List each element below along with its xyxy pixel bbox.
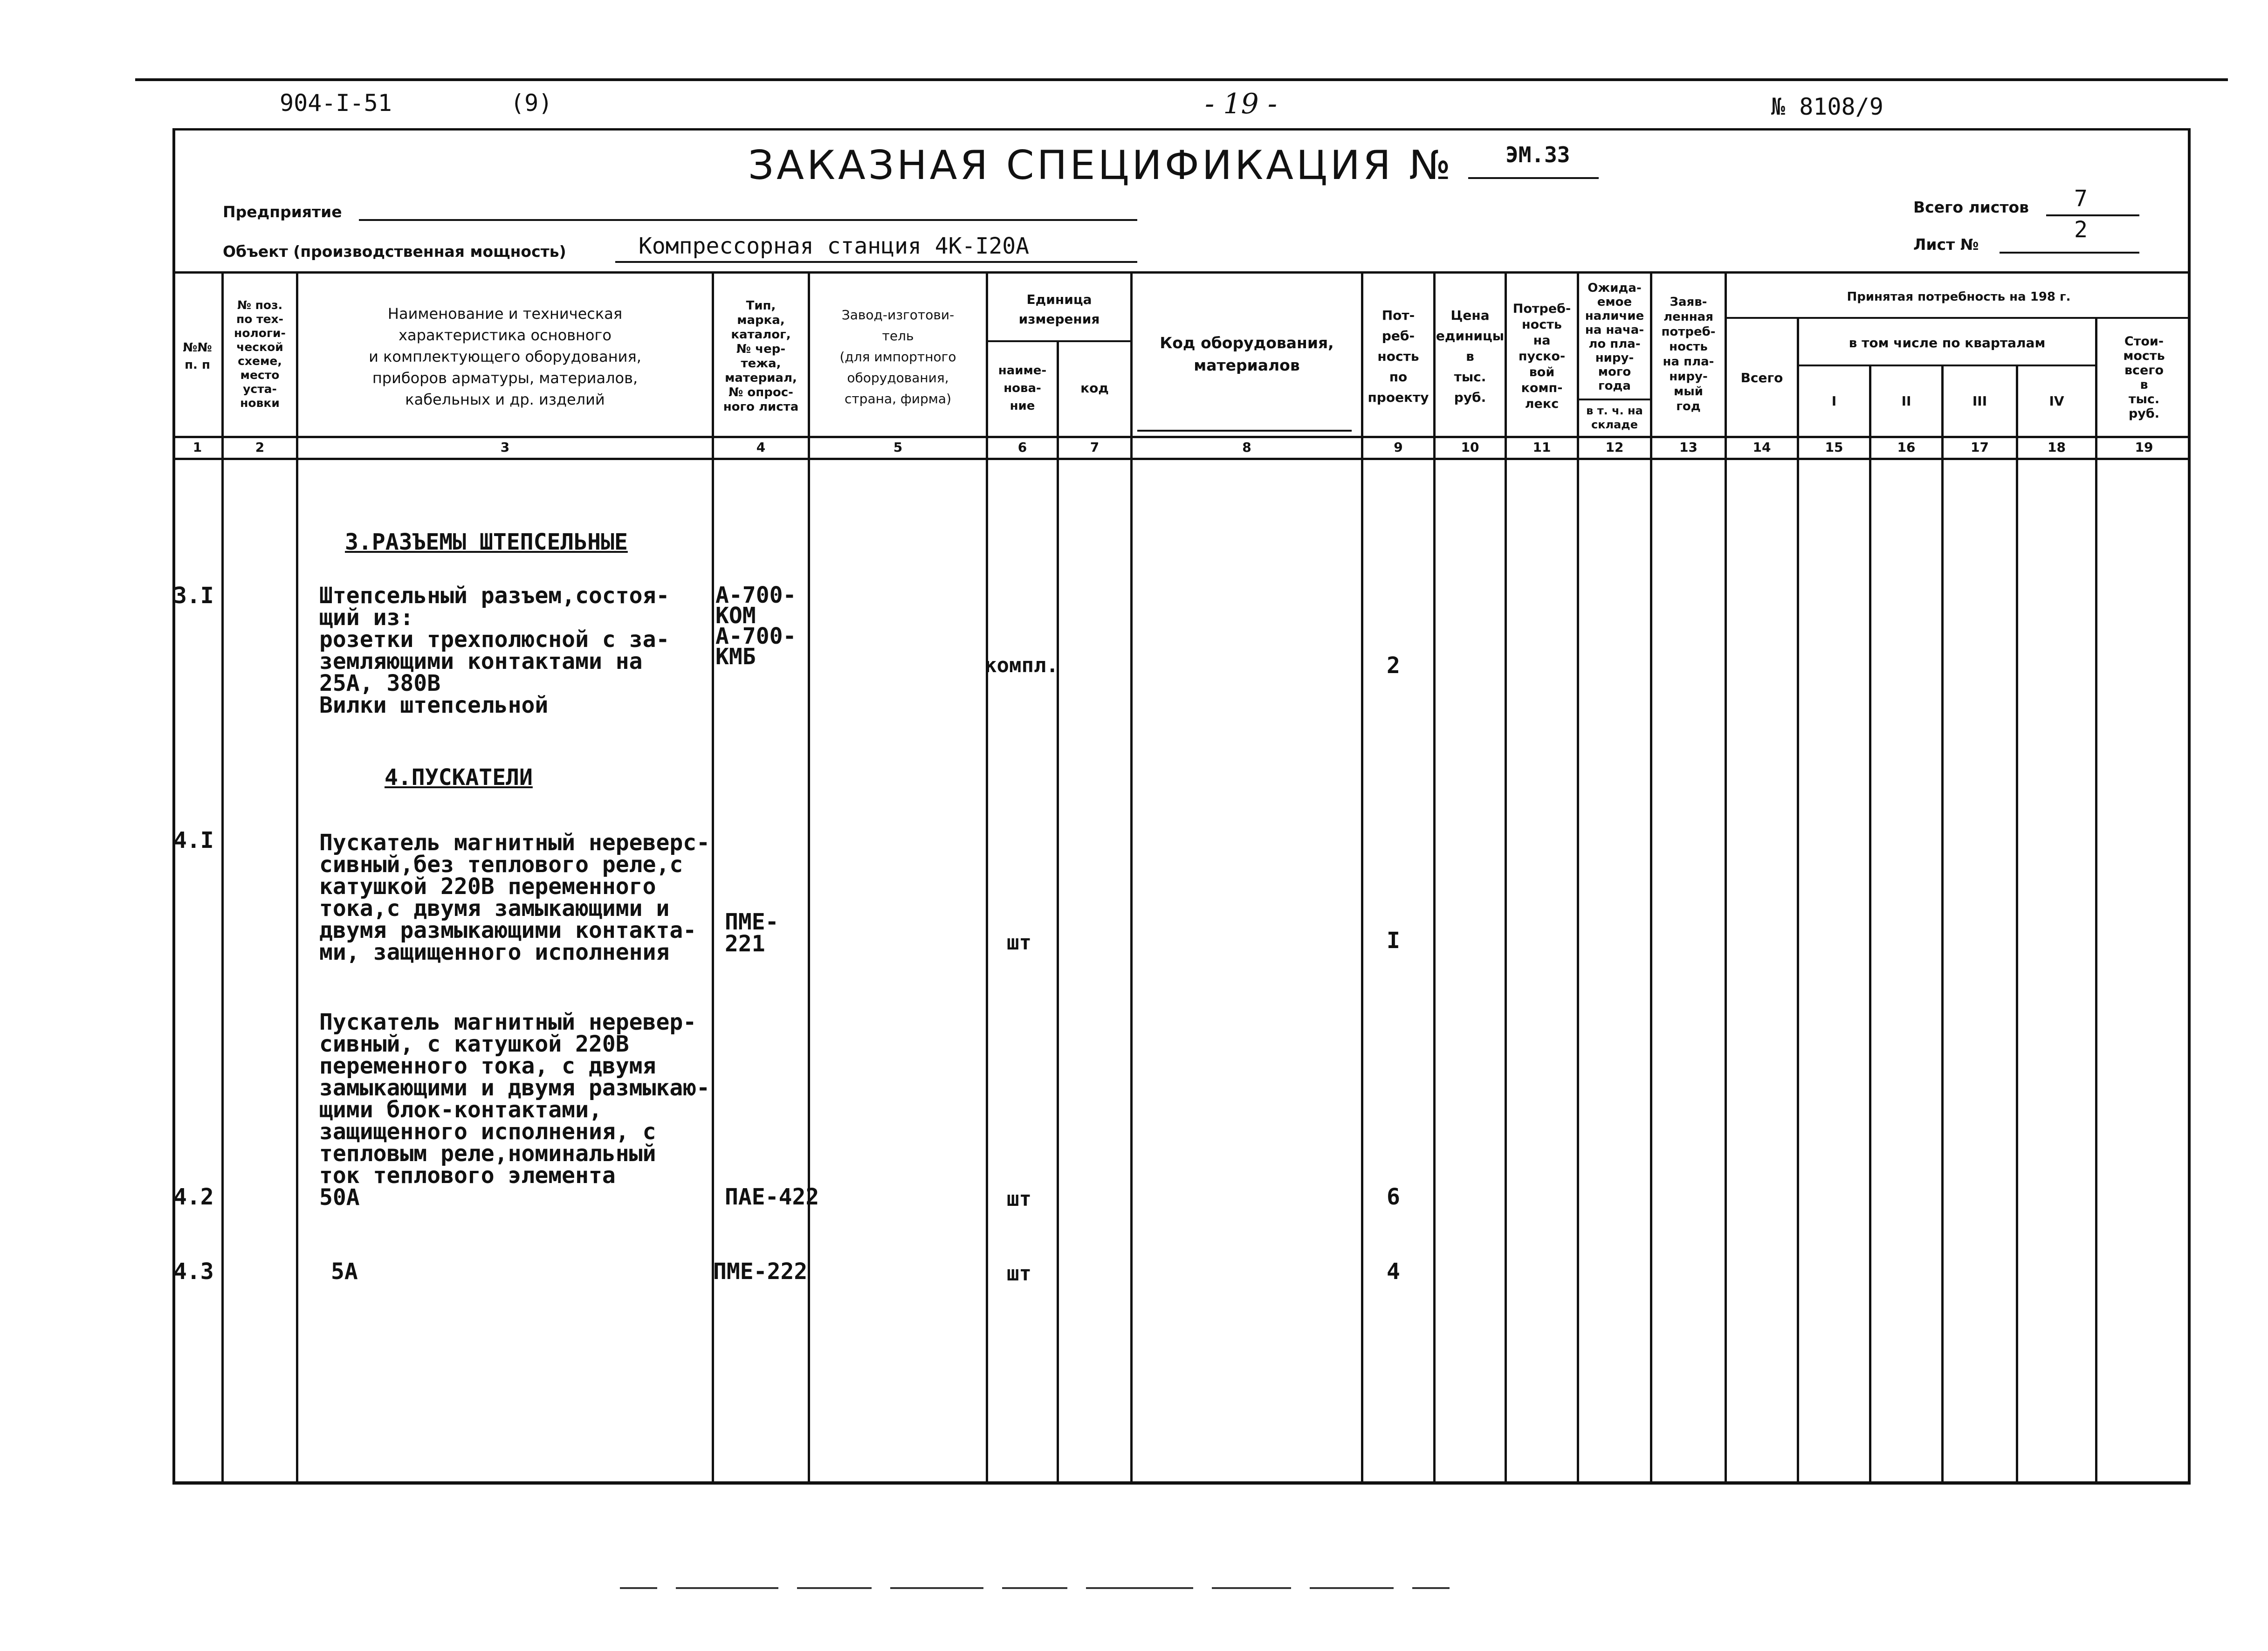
- header-c9: Пот- реб- ность по проекту: [1368, 308, 1429, 405]
- header-q2: II: [1901, 393, 1911, 409]
- row-3-1-position: 3.I: [173, 583, 214, 609]
- col-line-14: [1797, 317, 1799, 1483]
- colnum-2: 2: [255, 440, 265, 455]
- header-c1: №№ п. п: [183, 341, 212, 372]
- table-top-line: [172, 271, 2191, 274]
- col-line-18: [2095, 317, 2097, 1483]
- row-4-1-type: ПМЕ- 221: [725, 909, 779, 957]
- header-c3: Наименование и техническая характеристика основного и комплектующего оборудования, приборов арматуры, материалов, кабельных и др. изделий: [369, 305, 641, 408]
- colnum-17: 17: [1971, 440, 1989, 455]
- row-4-3-unit: шт: [1007, 1262, 1031, 1286]
- row-4-1-quantity: I: [1387, 928, 1400, 954]
- header-q1: I: [1831, 393, 1837, 409]
- colnum-8: 8: [1242, 440, 1251, 455]
- colnum-9: 9: [1394, 440, 1403, 455]
- row-3-1-unit: компл.: [984, 654, 1058, 677]
- spec-number: ЭМ.33: [1505, 142, 1570, 167]
- header-year-group: Принятая потребность на 198 г.: [1847, 290, 2071, 304]
- col-line-15: [1869, 365, 1871, 1483]
- enterprise-label: Предприятие: [223, 203, 342, 221]
- section-3-title: 3.РАЗЪЕМЫ ШТЕПСЕЛЬНЫЕ: [345, 529, 628, 555]
- bottom-dash-8: [1310, 1587, 1394, 1589]
- bottom-dash-4: [890, 1587, 983, 1589]
- header-c12-sub: в т. ч. на складе: [1586, 404, 1643, 431]
- row-4-2-type: ПАЕ-422: [725, 1184, 819, 1210]
- sheet-value: 2: [2074, 217, 2088, 243]
- row-4-2-name: Пускатель магнитный неревер- сивный, с катушкой 220В переменного тока, с двумя замыкающими и двумя размыкаю- щими блок-контактами, защищенного исполнения, с тепловым реле,номинальный ток теплового элемента 50А: [319, 1009, 710, 1211]
- header-c10: Цена единицы в тыс. руб.: [1436, 308, 1505, 405]
- column-numbers-bottom-line: [172, 458, 2191, 460]
- part-number: (9): [510, 89, 553, 117]
- header-c19: Стои- мость всего в тыс. руб.: [2123, 334, 2165, 421]
- series-number: 904-I-51: [280, 89, 392, 117]
- c12-sub-line: [1577, 399, 1651, 400]
- sheet-label: Лист №: [1913, 235, 1979, 254]
- bottom-dash-5: [1002, 1587, 1067, 1589]
- header-c6: наиме- нова- ние: [998, 363, 1047, 413]
- colnum-14: 14: [1753, 440, 1771, 455]
- colnum-12: 12: [1605, 440, 1624, 455]
- quarter-group-line: [1797, 365, 2095, 366]
- col-line-17: [2016, 365, 2018, 1483]
- object-label: Объект (производственная мощность): [223, 242, 566, 261]
- row-3-1-name: Штепсельный разъем,состоя- щий из: розетки трехполюсной с за- земляющими контактами на 25А, 380В Вилки штепсельной: [319, 583, 670, 718]
- row-4-3-position: 4.3: [173, 1259, 214, 1285]
- colnum-18: 18: [2048, 440, 2066, 455]
- colnum-10: 10: [1461, 440, 1479, 455]
- colnum-7: 7: [1090, 440, 1100, 455]
- bottom-dash-3: [797, 1587, 872, 1589]
- bottom-dash-9: [1412, 1587, 1450, 1589]
- bottom-dash-7: [1212, 1587, 1291, 1589]
- page-number: - 19 -: [1205, 88, 1278, 120]
- c8-underline: [1137, 430, 1352, 432]
- colnum-6: 6: [1017, 440, 1027, 455]
- header-c8: Код оборудования, материалов: [1160, 334, 1334, 374]
- row-4-1-name: Пускатель магнитный нереверс- сивный,без теплового реле,с катушкой 220В переменного тока,с двумя замыкающими и двумя размыкающими контакта- ми, защищенного исполнения: [319, 830, 710, 965]
- colnum-13: 13: [1679, 440, 1698, 455]
- total-sheets-label: Всего листов: [1913, 198, 2029, 216]
- row-4-2-position: 4.2: [173, 1184, 214, 1210]
- header-c13: Заяв- ленная потреб- ность на пла- ниру- мый год: [1661, 295, 1716, 413]
- col-line-6: [1057, 340, 1059, 1483]
- col-line-16: [1941, 365, 1944, 1483]
- row-4-1-unit: шт: [1007, 931, 1031, 955]
- bottom-dash-2: [676, 1587, 778, 1589]
- colnum-5: 5: [893, 440, 903, 455]
- form-title: ЗАКАЗНАЯ СПЕЦИФИКАЦИЯ №: [748, 142, 1454, 189]
- object-value: Компрессорная станция 4К-I20А: [639, 233, 1030, 259]
- bottom-dash-1: [620, 1587, 657, 1589]
- year-group-line: [1725, 317, 2191, 319]
- bottom-dash-6: [1086, 1587, 1193, 1589]
- header-c7: код: [1080, 380, 1109, 396]
- colnum-1: 1: [192, 440, 202, 455]
- header-c14: Всего: [1740, 370, 1783, 385]
- row-4-3-quantity: 4: [1387, 1259, 1400, 1285]
- enterprise-field: [359, 219, 1137, 221]
- top-rule: [135, 78, 2228, 81]
- header-c11: Потреб- ность на пуско- вой комп- лекс: [1512, 302, 1571, 411]
- row-3-1-type: А-700- КОМ А-700- КМБ: [715, 582, 797, 670]
- section-4-title: 4.ПУСКАТЕЛИ: [385, 764, 533, 791]
- colnum-11: 11: [1533, 440, 1551, 455]
- total-sheets-field: [2046, 214, 2139, 216]
- header-c67-group: Единица измерения: [1018, 292, 1100, 327]
- colnum-16: 16: [1897, 440, 1916, 455]
- row-4-2-quantity: 6: [1387, 1184, 1400, 1210]
- object-field: [615, 261, 1137, 263]
- row-4-2-unit: шт: [1007, 1187, 1031, 1211]
- colnum-3: 3: [500, 440, 510, 455]
- header-q3: III: [1972, 393, 1987, 409]
- row-4-3-type: ПМЕ-222: [713, 1259, 808, 1285]
- table-bottom-line: [172, 1481, 2191, 1484]
- header-c5: Завод-изготови- тель (для импортного оборудования, страна, фирма): [839, 307, 956, 406]
- header-quarters-group: в том числе по кварталам: [1849, 335, 2046, 351]
- row-4-1-position: 4.I: [173, 827, 214, 853]
- header-c2: № поз. по тех- нологи- ческой схеме, место уста- новки: [234, 298, 286, 410]
- colnum-15: 15: [1825, 440, 1843, 455]
- sheet-field: [2000, 252, 2139, 254]
- table-header-bottom-line: [172, 436, 2191, 438]
- header-q4: IV: [2049, 393, 2064, 409]
- row-3-1-quantity: 2: [1387, 653, 1400, 679]
- doc-number: № 8108/9: [1771, 93, 1883, 120]
- header-c4: Тип, марка, каталог, № чер- тежа, материал, № опрос- ного листа: [723, 299, 799, 414]
- colnum-4: 4: [756, 440, 766, 455]
- row-4-3-name: 5А: [331, 1259, 358, 1285]
- colnum-19: 19: [2135, 440, 2153, 455]
- spec-number-underline: [1468, 177, 1599, 179]
- header-c12: Ожида- емое наличие на нача- ло пла- ниру- мого года: [1585, 281, 1644, 393]
- total-sheets-value: 7: [2074, 186, 2088, 212]
